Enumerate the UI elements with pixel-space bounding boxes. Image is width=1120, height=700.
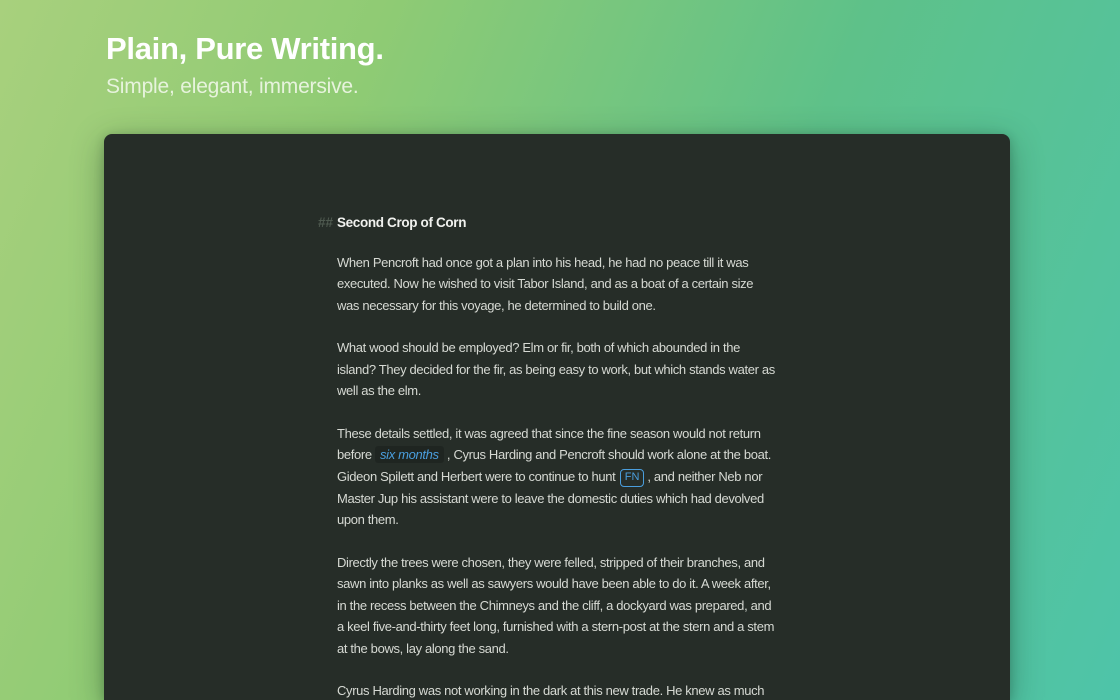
paragraph-text: , and neither Neb nor Master Jup his assistant were to leave the domestic duties which had devolved upon them. <box>337 468 764 527</box>
paragraph: Directly the trees were chosen, they were felled, stripped of their branches, and sawn into planks as well as sawyers would have been able to do it. A week after, in the recess between the Chimneys and the cliff, a dockyard was prepared, and a keel five-and-thirty feet long, furnished with a stern-post at the stern and a stem at the bows, lay along the sand. <box>337 554 775 656</box>
paragraph <box>337 423 777 531</box>
paragraph: Cyrus Harding was not working in the dark at this new trade. He knew as much <box>337 683 765 698</box>
hero-header <box>106 30 384 99</box>
editor-window <box>104 134 1010 700</box>
paragraph-text: These details settled, it was agreed that since the fine season would not return before <box>337 425 761 462</box>
heading-level-marker: ## <box>318 215 334 230</box>
emphasized-link[interactable]: six months <box>375 446 444 463</box>
heading-text: Second Crop of Corn <box>337 215 467 230</box>
paragraph: What wood should be employed? Elm or fir, both of which abounded in the island? They decided for the fir, as being easy to work, but which stands water as well as the elm. <box>337 340 775 398</box>
markdown-heading <box>318 212 777 234</box>
paragraph: When Pencroft had once got a plan into his head, he had no peace till it was executed. Now he wished to visit Tabor Island, and as a boat of a certain size was necessary for this voyage, he determined to build one. <box>337 254 754 313</box>
page-title: Plain, Pure Writing. <box>106 31 384 66</box>
editor-text-area[interactable] <box>318 134 777 700</box>
paragraph-text: , Cyrus Harding and Pencroft should work alone at the boat. Gideon Spilett and Herbert were to continue to hunt <box>337 447 771 484</box>
page-subtitle: Simple, elegant, immersive. <box>106 74 359 98</box>
footnote-badge[interactable]: FN <box>620 469 645 487</box>
